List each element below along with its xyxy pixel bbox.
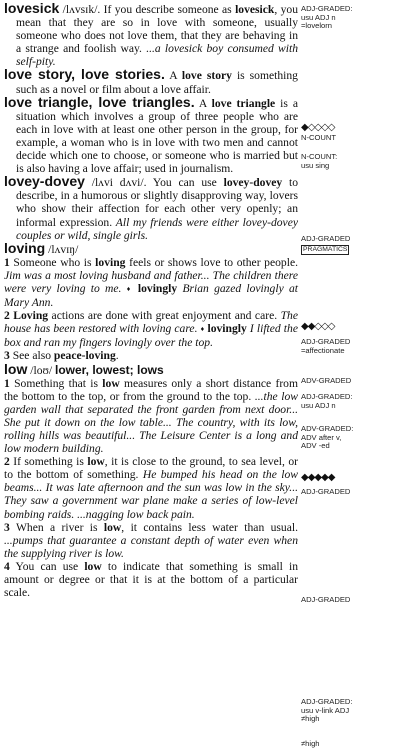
pragmatics-box: PRAGMATICS bbox=[303, 245, 348, 253]
entry-lovesick bbox=[4, 2, 298, 68]
definition-text: to describe, in a humorous or slightly disapproving way, lovers who show their affection for each other very openly; an informal expression. bbox=[16, 176, 299, 229]
definition-text: You can use bbox=[9, 559, 85, 573]
pronunciation: /lʌvi dʌvi/. bbox=[91, 176, 147, 190]
sense-number: 2 bbox=[4, 309, 10, 323]
definition-text: If you describe someone as bbox=[100, 3, 236, 16]
label-line: ADV-GRADED: bbox=[301, 424, 354, 433]
sense-3 bbox=[4, 521, 298, 560]
definition-text: actions are done with great enjoyment and care. bbox=[48, 309, 281, 323]
grammar-label-lovingly-2 bbox=[301, 425, 401, 451]
definition-text: A bbox=[194, 96, 212, 110]
entry-low-head bbox=[4, 360, 298, 377]
example: He bumped his head on the low beams... It was late afternoon and the sun was low in the sky... They saw a government war plane make a series of low-level bombing raids. ...nagging low back pain. bbox=[4, 468, 298, 521]
definition-text: measures only a short distance from the bottom to the top, or from the ground to the top. bbox=[4, 376, 298, 403]
label-line: =lovelorn bbox=[301, 21, 333, 31]
headword: love story, love stories. bbox=[4, 66, 165, 83]
pronunciation: /loʊ/ bbox=[30, 363, 53, 377]
keyword: loving bbox=[95, 255, 126, 269]
label-line: ADJ-GRADED: bbox=[301, 697, 353, 706]
definition-text: . bbox=[115, 349, 119, 363]
definition-text: If something is bbox=[9, 455, 88, 469]
frequency-band-low: ◆◆◆◆◆ bbox=[301, 472, 335, 483]
sense-3 bbox=[4, 349, 298, 362]
derived-form-marker: ♦ bbox=[126, 284, 133, 293]
label-line: ADV after v, bbox=[301, 432, 342, 442]
example: ...a lovesick boy consumed with self-pity. bbox=[16, 42, 299, 69]
label-line: usu ADJ n bbox=[301, 12, 336, 22]
keyword: low bbox=[103, 520, 122, 534]
grammar-label-love-story bbox=[301, 134, 401, 143]
example: The house has been restored with loving care. bbox=[4, 309, 298, 336]
definition-text: feels or shows love to other people. bbox=[125, 255, 298, 269]
definition-text: You can use bbox=[146, 176, 224, 190]
derived-form: lovingly bbox=[207, 322, 247, 336]
example: Brian gazed lovingly at Mary Ann. bbox=[4, 281, 298, 310]
entry-lovey-dovey bbox=[4, 175, 298, 241]
example: Jim was a most loving husband and father... The children there were very loving to me. bbox=[4, 268, 298, 295]
grammar-label-loving-1 bbox=[301, 338, 401, 355]
sense-number: 1 bbox=[4, 376, 10, 390]
entries-column bbox=[4, 2, 298, 599]
keyword: Loving bbox=[13, 309, 49, 323]
sense-4 bbox=[4, 560, 298, 599]
derived-form-marker: ♦ bbox=[200, 325, 205, 334]
derived-form: lovingly bbox=[137, 281, 178, 295]
definition-text: A bbox=[164, 69, 182, 83]
sense-number: 3 bbox=[4, 349, 10, 363]
entry-low bbox=[4, 360, 299, 600]
headword: love triangle, love triangles. bbox=[4, 93, 195, 110]
headword: lovey-dovey bbox=[4, 173, 85, 190]
label-line: =affectionate bbox=[301, 345, 345, 355]
keyword: low bbox=[84, 559, 102, 573]
label-line: ADJ-GRADED bbox=[301, 487, 351, 496]
label-line: usu v-link ADJ bbox=[301, 705, 350, 715]
definition-text: is something such as a novel or film about a love affair. bbox=[16, 69, 298, 96]
grammar-label-low-3 bbox=[301, 698, 401, 724]
grammar-label-lovingly-1 bbox=[301, 377, 401, 386]
definition-text: Something that is bbox=[9, 376, 103, 390]
label-line: usu ADJ n bbox=[301, 400, 336, 410]
label-line: N-COUNT bbox=[301, 133, 337, 142]
definition-text: When a river is bbox=[9, 520, 104, 534]
label-line: ADV-GRADED bbox=[301, 376, 352, 385]
sense-2 bbox=[4, 455, 298, 520]
headword: low bbox=[4, 360, 28, 377]
headword: lovesick bbox=[4, 0, 60, 16]
grammar-label-low-2 bbox=[301, 596, 401, 605]
grammar-label-love-triangle bbox=[301, 153, 401, 170]
frequency-band-love-story: ◆◇◇◇◇ bbox=[301, 122, 335, 133]
grammar-label-loving-2 bbox=[301, 393, 401, 410]
label-line: N-COUNT: bbox=[301, 152, 338, 161]
label-line: ADJ-GRADED: bbox=[301, 4, 353, 13]
label-line: usu sing bbox=[301, 160, 330, 170]
definition-text: Someone who is bbox=[9, 255, 96, 269]
sense-1 bbox=[4, 256, 298, 309]
entry-love-triangle bbox=[4, 93, 298, 176]
keyword: love story bbox=[181, 69, 232, 83]
pronunciation: /lʌvɪŋ/ bbox=[48, 242, 79, 256]
sense-number: 4 bbox=[4, 559, 10, 573]
definition-text: See also bbox=[9, 349, 54, 363]
label-line: ADJ-GRADED bbox=[301, 234, 351, 243]
keyword: low bbox=[102, 376, 120, 390]
label-line: ADJ-GRADED: bbox=[301, 392, 353, 401]
label-line: ≠high bbox=[301, 714, 320, 724]
grammar-label-lovesick bbox=[301, 5, 401, 31]
definition-text: , you mean that they are so in love with someone, usually someone who does not love them, that they are behaving in a strange and foolish way. bbox=[16, 3, 299, 56]
label-line: ADJ-GRADED bbox=[301, 595, 351, 604]
grammar-label-low-1 bbox=[301, 488, 401, 497]
sense-number: 2 bbox=[4, 455, 10, 469]
label-line: ADV -ed bbox=[301, 441, 330, 451]
grammar-label-low-4 bbox=[301, 740, 401, 749]
headword: loving bbox=[4, 239, 46, 256]
entry-loving-head bbox=[4, 239, 298, 256]
entry-loving bbox=[4, 239, 298, 363]
example: All my friends were either lovey-dovey couples or wild, single girls. bbox=[16, 215, 298, 242]
keyword: lovey-dovey bbox=[223, 176, 283, 190]
example: ...the low garden wall that separated the front garden from next door... She put it down on the low table... The country, with its low, rolling hills was beautiful... The Leisure Center is a long and low modern building. bbox=[4, 389, 298, 456]
definition-text: , it is close to the ground, to sea level, or to the bottom of something. bbox=[4, 455, 299, 482]
sense-number: 1 bbox=[4, 255, 10, 269]
sense-number: 3 bbox=[4, 520, 10, 534]
sense-1 bbox=[4, 377, 298, 456]
pronunciation: /lʌvsɪk/. bbox=[62, 3, 101, 16]
keyword: love triangle bbox=[211, 96, 276, 110]
definition-text: , it contains less water than usual. bbox=[121, 520, 298, 534]
label-line: ADJ-GRADED bbox=[301, 337, 351, 346]
definition-text: is a situation which involves a group of three people who are each in love with at least one other person in the group, for example, a woman who is in love with two men and cannot decide which one to choose, or someone who is married but is also having a love affair; used in journalism. bbox=[16, 96, 298, 176]
entry-love-story bbox=[4, 68, 298, 95]
frequency-band-loving: ◆◆◇◇◇ bbox=[301, 321, 335, 332]
definition-text: to indicate that something is small in amount or degree or that it is at the bottom of a particular scale. bbox=[4, 559, 299, 600]
sense-2 bbox=[4, 309, 298, 349]
label-line: ≠high bbox=[301, 739, 320, 748]
cross-reference: peace-loving bbox=[53, 349, 116, 363]
keyword: low bbox=[87, 455, 105, 469]
keyword: lovesick bbox=[235, 3, 275, 16]
example: I lifted the box and ran my fingers lovingly over the top. bbox=[4, 322, 298, 350]
grammar-label-lovey-dovey bbox=[301, 235, 401, 255]
example: ...pumps that guarantee a constant depth of water even when the supplying river is low. bbox=[4, 533, 298, 560]
inflected-forms: lower, lowest; lows bbox=[54, 362, 164, 377]
